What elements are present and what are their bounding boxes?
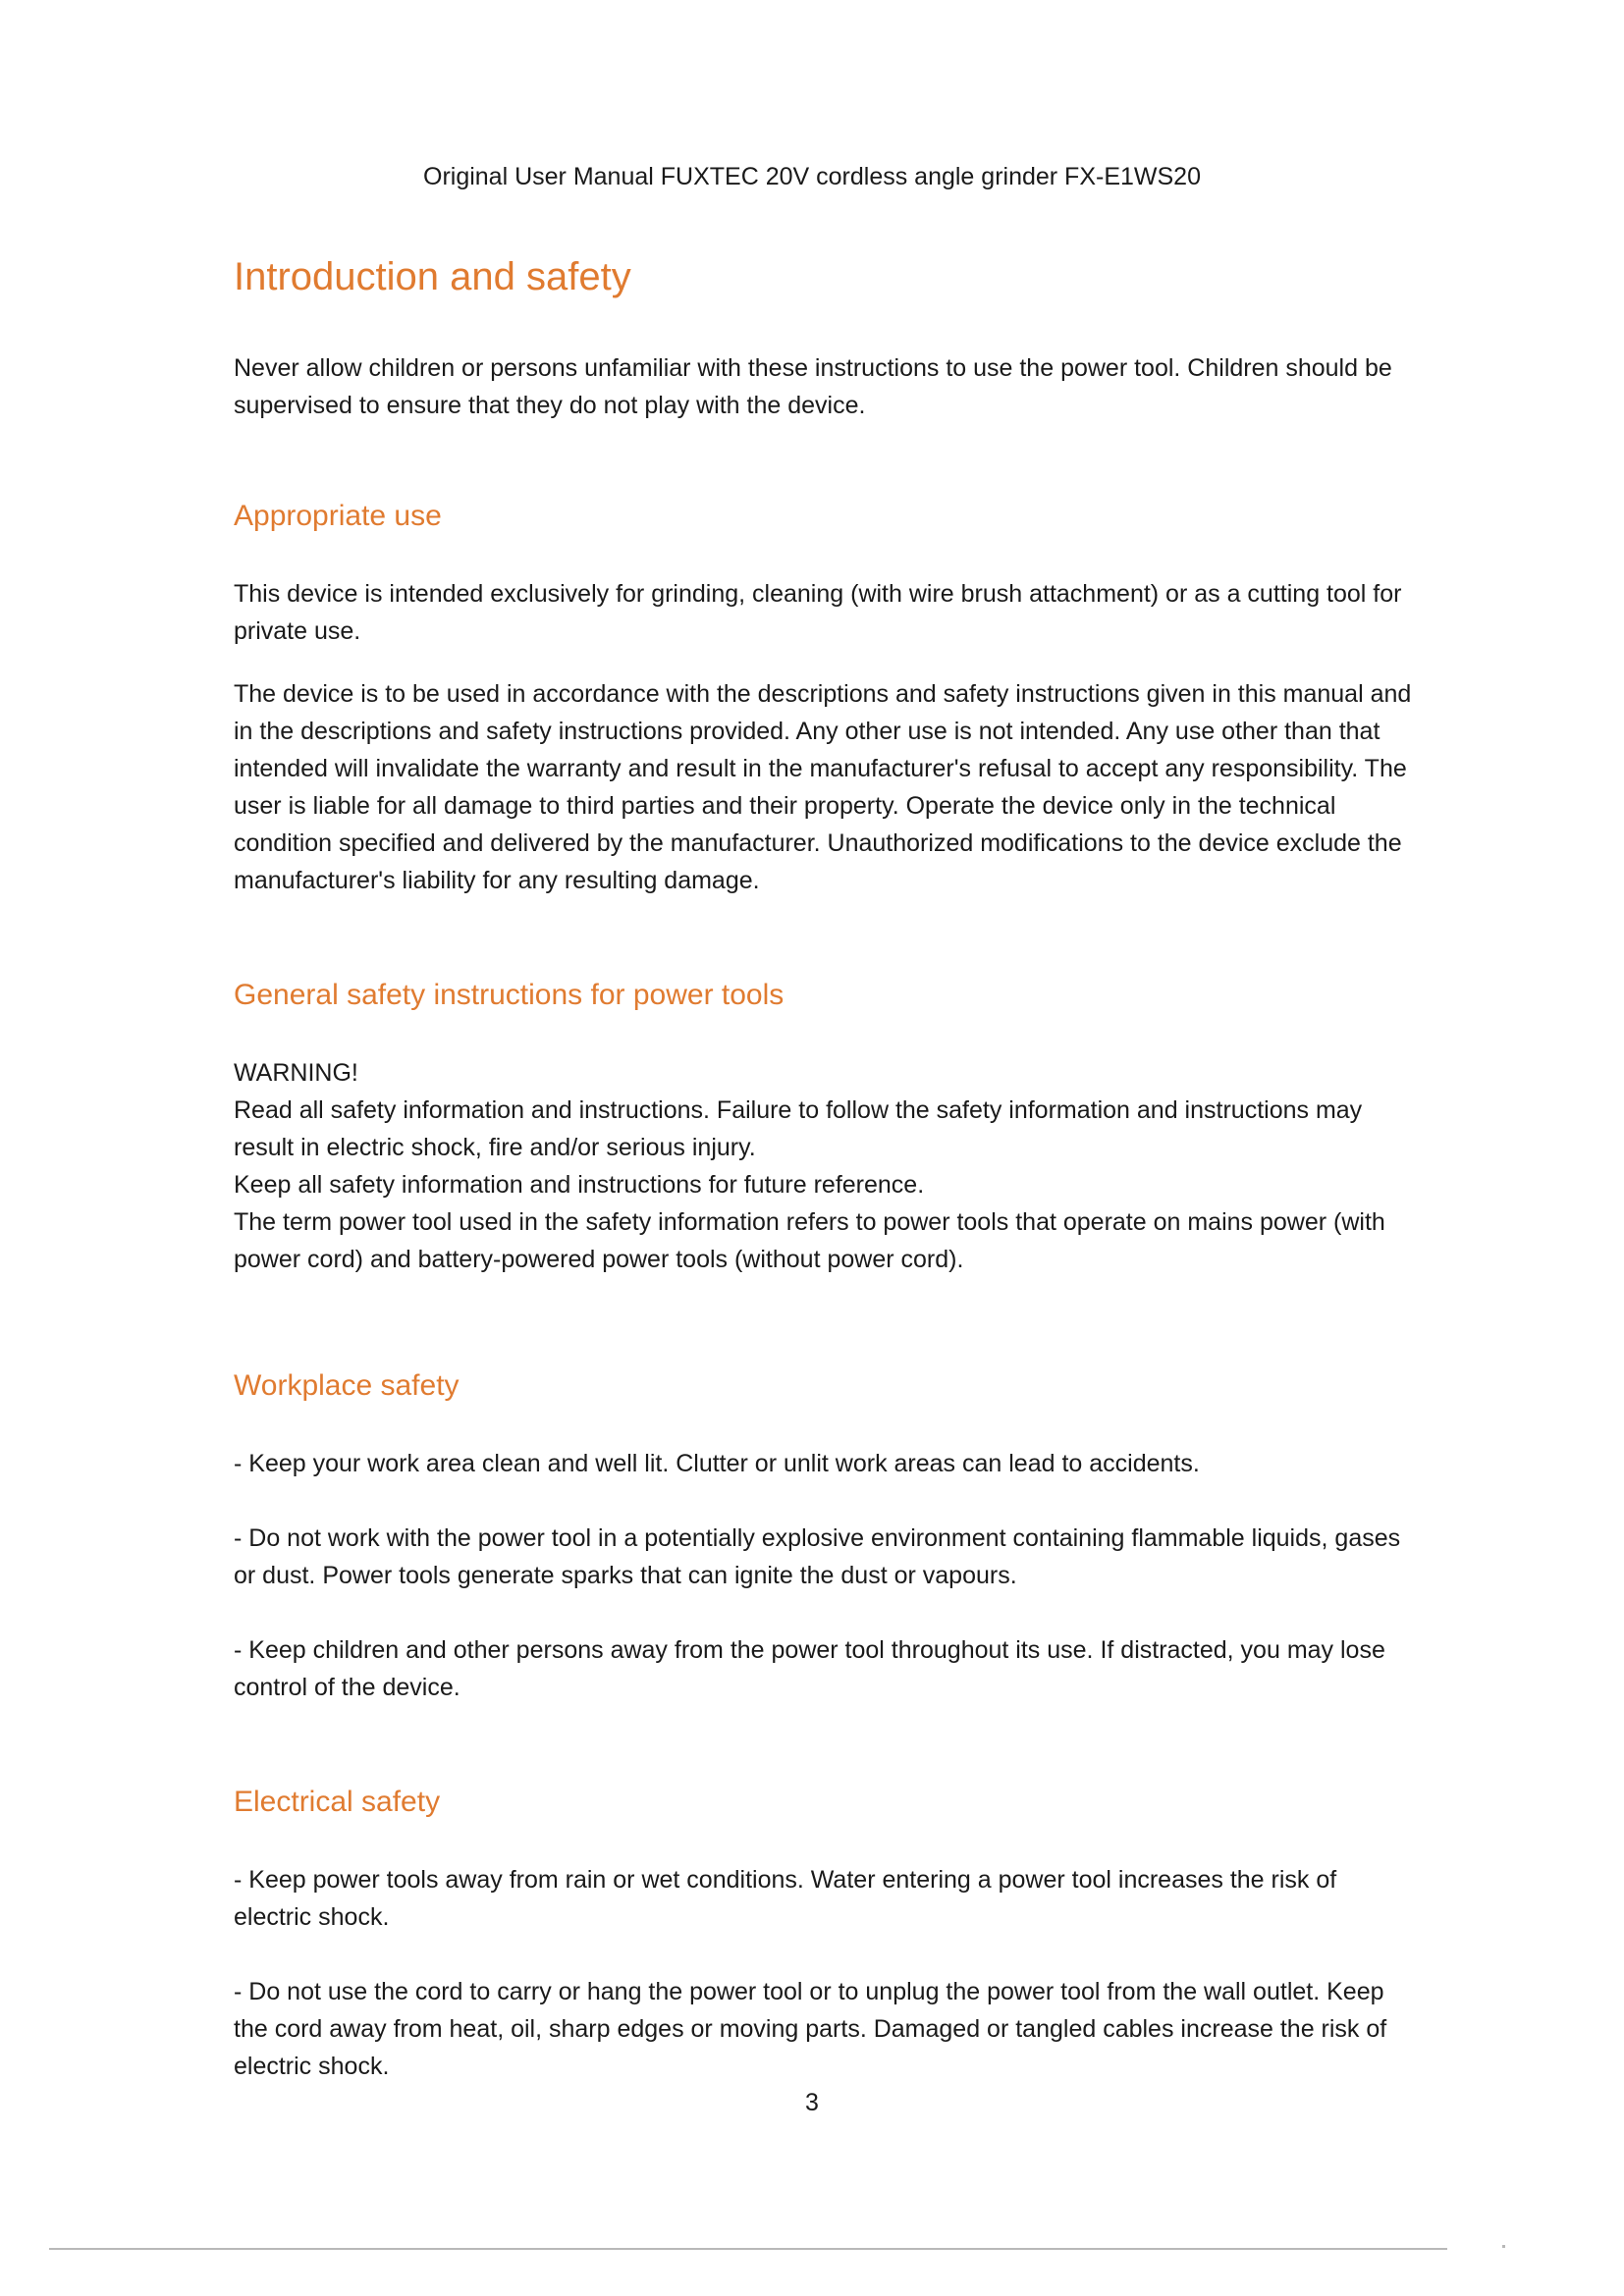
heading-general-safety: General safety instructions for power tools — [234, 979, 785, 1011]
general-safety-line: The term power tool used in the safety information refers to power tools that operate on mains power (with power cord) and battery-powered power tools (without power cord). — [234, 1208, 1385, 1273]
heading-appropriate-use: Appropriate use — [234, 500, 442, 532]
intro-paragraph: Never allow children or persons unfamiliar with these instructions to use the power tool. Children should be supervised to ensure that they do not play with the device. — [234, 354, 1392, 419]
general-safety-line: Keep all safety information and instructions for future reference. — [234, 1171, 925, 1199]
footer-mark — [1502, 2245, 1505, 2248]
electrical-safety-item: - Do not use the cord to carry or hang the power tool or to unplug the power tool from the wall outlet. Keep the cord away from heat, oil, sharp edges or moving parts. Damaged or tangled cables increase the risk of electric shock. — [234, 1978, 1387, 2080]
document-body — [234, 253, 1412, 2110]
workplace-safety-item: - Keep children and other persons away from the power tool throughout its use. If distracted, you may lose control of the device. — [234, 1636, 1385, 1701]
electrical-safety-item: - Keep power tools away from rain or wet conditions. Water entering a power tool increases the risk of electric shock. — [234, 1866, 1337, 1931]
page-header: Original User Manual FUXTEC 20V cordless angle grinder FX-E1WS20 — [423, 163, 1201, 190]
footer-rule — [49, 2248, 1447, 2250]
heading-introduction-and-safety: Introduction and safety — [234, 255, 631, 298]
page-number: 3 — [805, 2089, 819, 2116]
warning-label: WARNING! — [234, 1059, 358, 1087]
appropriate-use-paragraph: The device is to be used in accordance with the descriptions and safety instructions given in this manual and in the descriptions and safety instructions provided. Any other use is not intended. Any use other than that intended will invalidate the warranty and result in the manufacturer's refusal to accept any responsibility. The user is liable for all damage to third parties and their property. Operate the device only in the technical condition specified and delivered by the manufacturer. Unauthorized modifications to the device exclude the manufacturer's liability for any resulting damage. — [234, 680, 1412, 894]
general-safety-line: Read all safety information and instructions. Failure to follow the safety information and instructions may result in electric shock, fire and/or serious injury. — [234, 1096, 1363, 1161]
workplace-safety-item: - Keep your work area clean and well lit. Clutter or unlit work areas can lead to accidents. — [234, 1450, 1200, 1477]
heading-electrical-safety: Electrical safety — [234, 1786, 441, 1818]
heading-workplace-safety: Workplace safety — [234, 1369, 460, 1402]
appropriate-use-paragraph: This device is intended exclusively for grinding, cleaning (with wire brush attachment) or as a cutting tool for private use. — [234, 580, 1402, 645]
workplace-safety-item: - Do not work with the power tool in a potentially explosive environment containing flammable liquids, gases or dust. Power tools generate sparks that can ignite the dust or vapours. — [234, 1524, 1401, 1589]
